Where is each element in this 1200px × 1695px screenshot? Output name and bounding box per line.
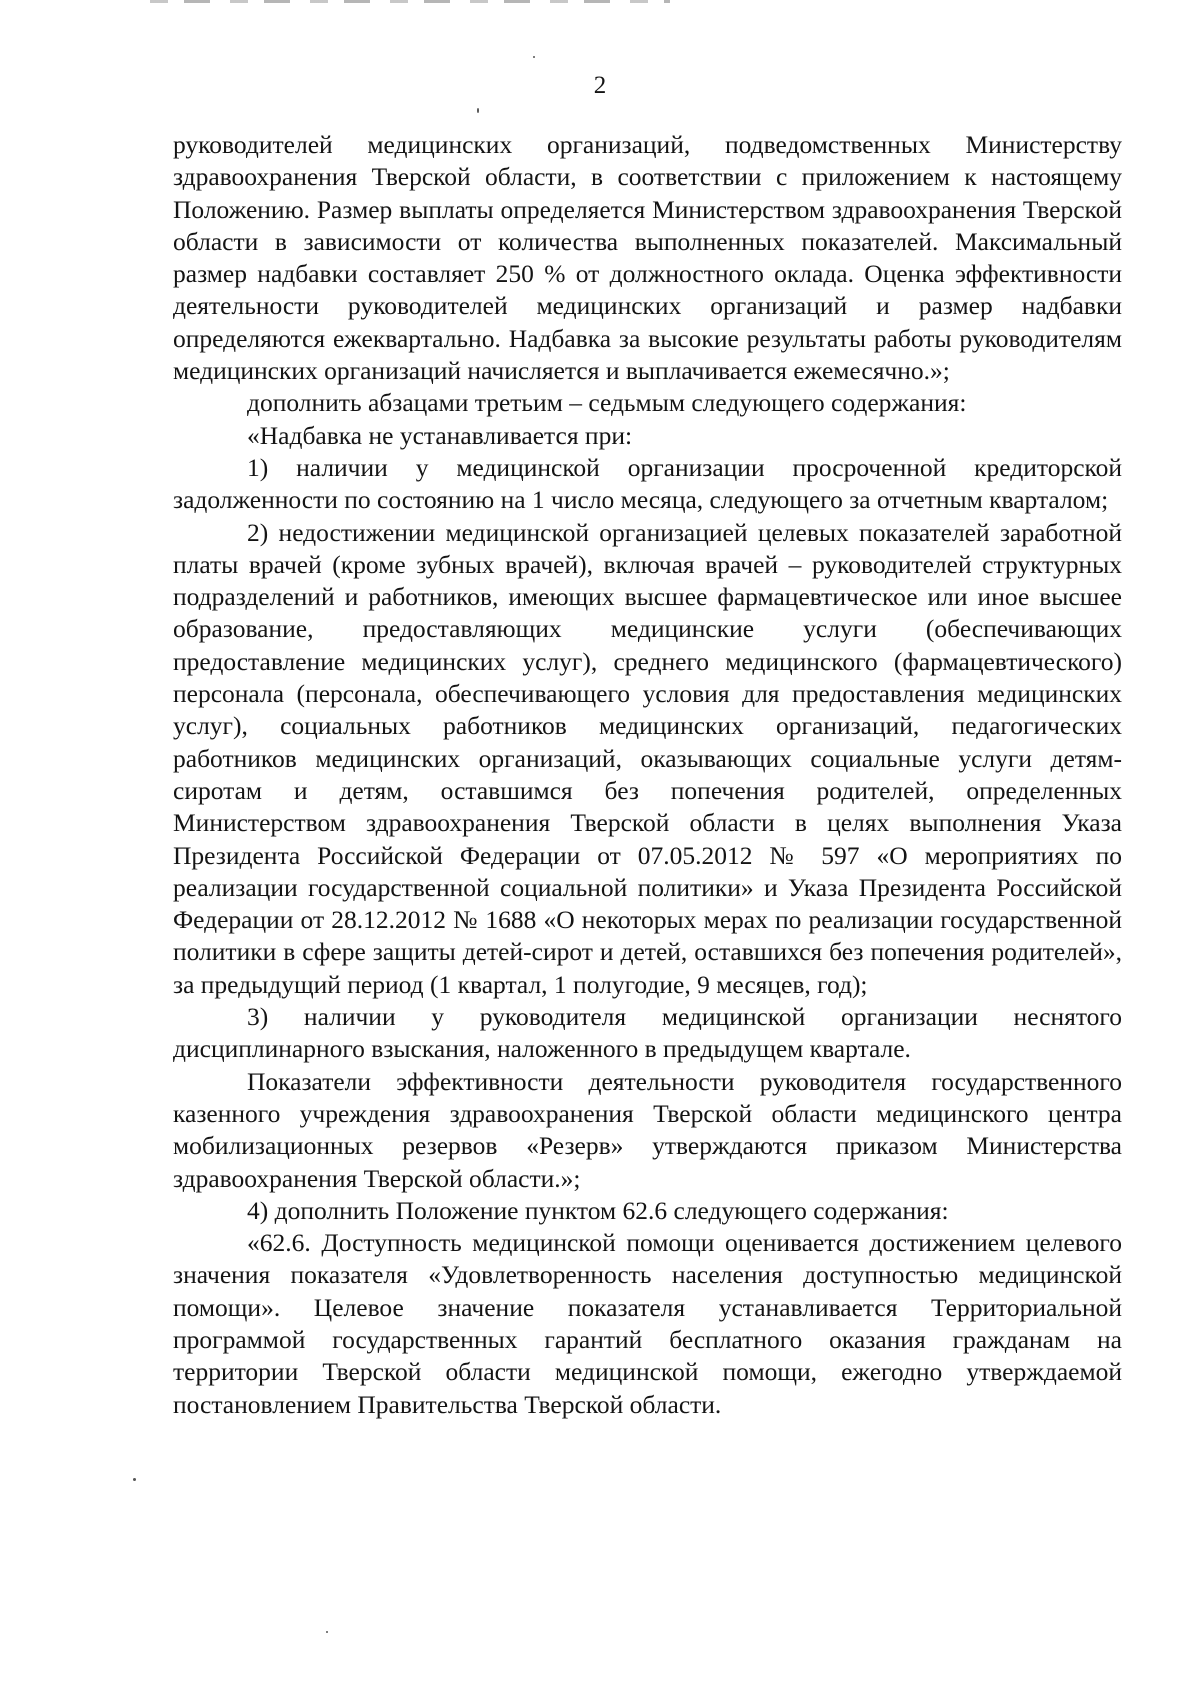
scan-edge-artifact (150, 0, 670, 3)
paragraph-62-6: «62.6. Доступность медицинской помощи оценивается достижением целевого значения показателя «Удовлетворенность населения доступностью медицинской помощи». Целевое значение показателя устанавливается Территориальной программой государственных гарантий бесплатного оказания гражданам на территории Тверской области медицинской помощи, ежегодно утверждаемой постановлением Правительства Тверской области. (173, 1228, 1122, 1419)
scan-speck (326, 1631, 328, 1633)
paragraph-bonus-conditions: «Надбавка не устанавливается при: (247, 420, 633, 450)
paragraph-amendment-intro: дополнить абзацами третьим – седьмым следующего содержания: (247, 388, 967, 418)
list-item-1: 1) наличии у медицинской организации просроченной кредиторской задолженности по состоянию на 1 число месяца, следующего за отчетным кварталом; (173, 452, 1122, 515)
paragraph-indicators: Показатели эффективности деятельности руководителя государственного казенного учреждения здравоохранения Тверской области медицинского центра мобилизационных резервов «Резерв» утверждаются приказом Министерства здравоохранения Тверской области.»; (173, 1066, 1122, 1193)
paragraph-amendment-4: 4) дополнить Положение пунктом 62.6 следующего содержания: (247, 1195, 949, 1225)
scan-speck (477, 108, 479, 113)
page-number: 2 (593, 72, 607, 99)
scan-speck (533, 56, 535, 58)
list-item-2: 2) недостижении медицинской организацией целевых показателей заработной платы врачей (кроме зубных врачей), включая врачей – руководителей структурных подразделений и работников, имеющих высшее фармацевтическое или иное высшее образование, предоставляющих медицинские услуги (обеспечивающих предоставление медицинских услуг), среднего медицинского (фармацевтического) персонала (персонала, обеспечивающего условия для предоставления медицинских услуг), социальных работников медицинских организаций, педагогических работников медицинских организаций, оказывающих социальные услуги детям-сиротам и детям, оставшимся без попечения родителей, определенных Министерством здравоохранения Тверской области в целях выполнения Указа Президента Российской Федерации от 07.05.2012 № 597 «О мероприятиях по реализации государственной социальной политики» и Указа Президента Российской Федерации от 28.12.2012 № 1688 «О некоторых мерах по реализации государственной политики в сфере защиты детей-сирот и детей, оставшихся без попечения родителей», за предыдущий период (1 квартал, 1 полугодие, 9 месяцев, год); (173, 517, 1122, 999)
scan-speck (133, 1478, 136, 1481)
document-body (173, 129, 1122, 1421)
paragraph-continuation: руководителей медицинских организаций, подведомственных Министерству здравоохранения Тверской области, в соответствии с приложением к настоящему Положению. Размер выплаты определяется Министерством здравоохранения Тверской области в зависимости от количества выполненных показателей. Максимальный размер надбавки составляет 250 % от должностного оклада. Оценка эффективности деятельности руководителей медицинских организаций и размер надбавки определяются ежеквартально. Надбавка за высокие результаты работы руководителям медицинских организаций начисляется и выплачивается ежемесячно.»; (173, 130, 1122, 386)
list-item-3: 3) наличии у руководителя медицинской организации неснятого дисциплинарного взыскания, наложенного в предыдущем квартале. (173, 1002, 1122, 1064)
